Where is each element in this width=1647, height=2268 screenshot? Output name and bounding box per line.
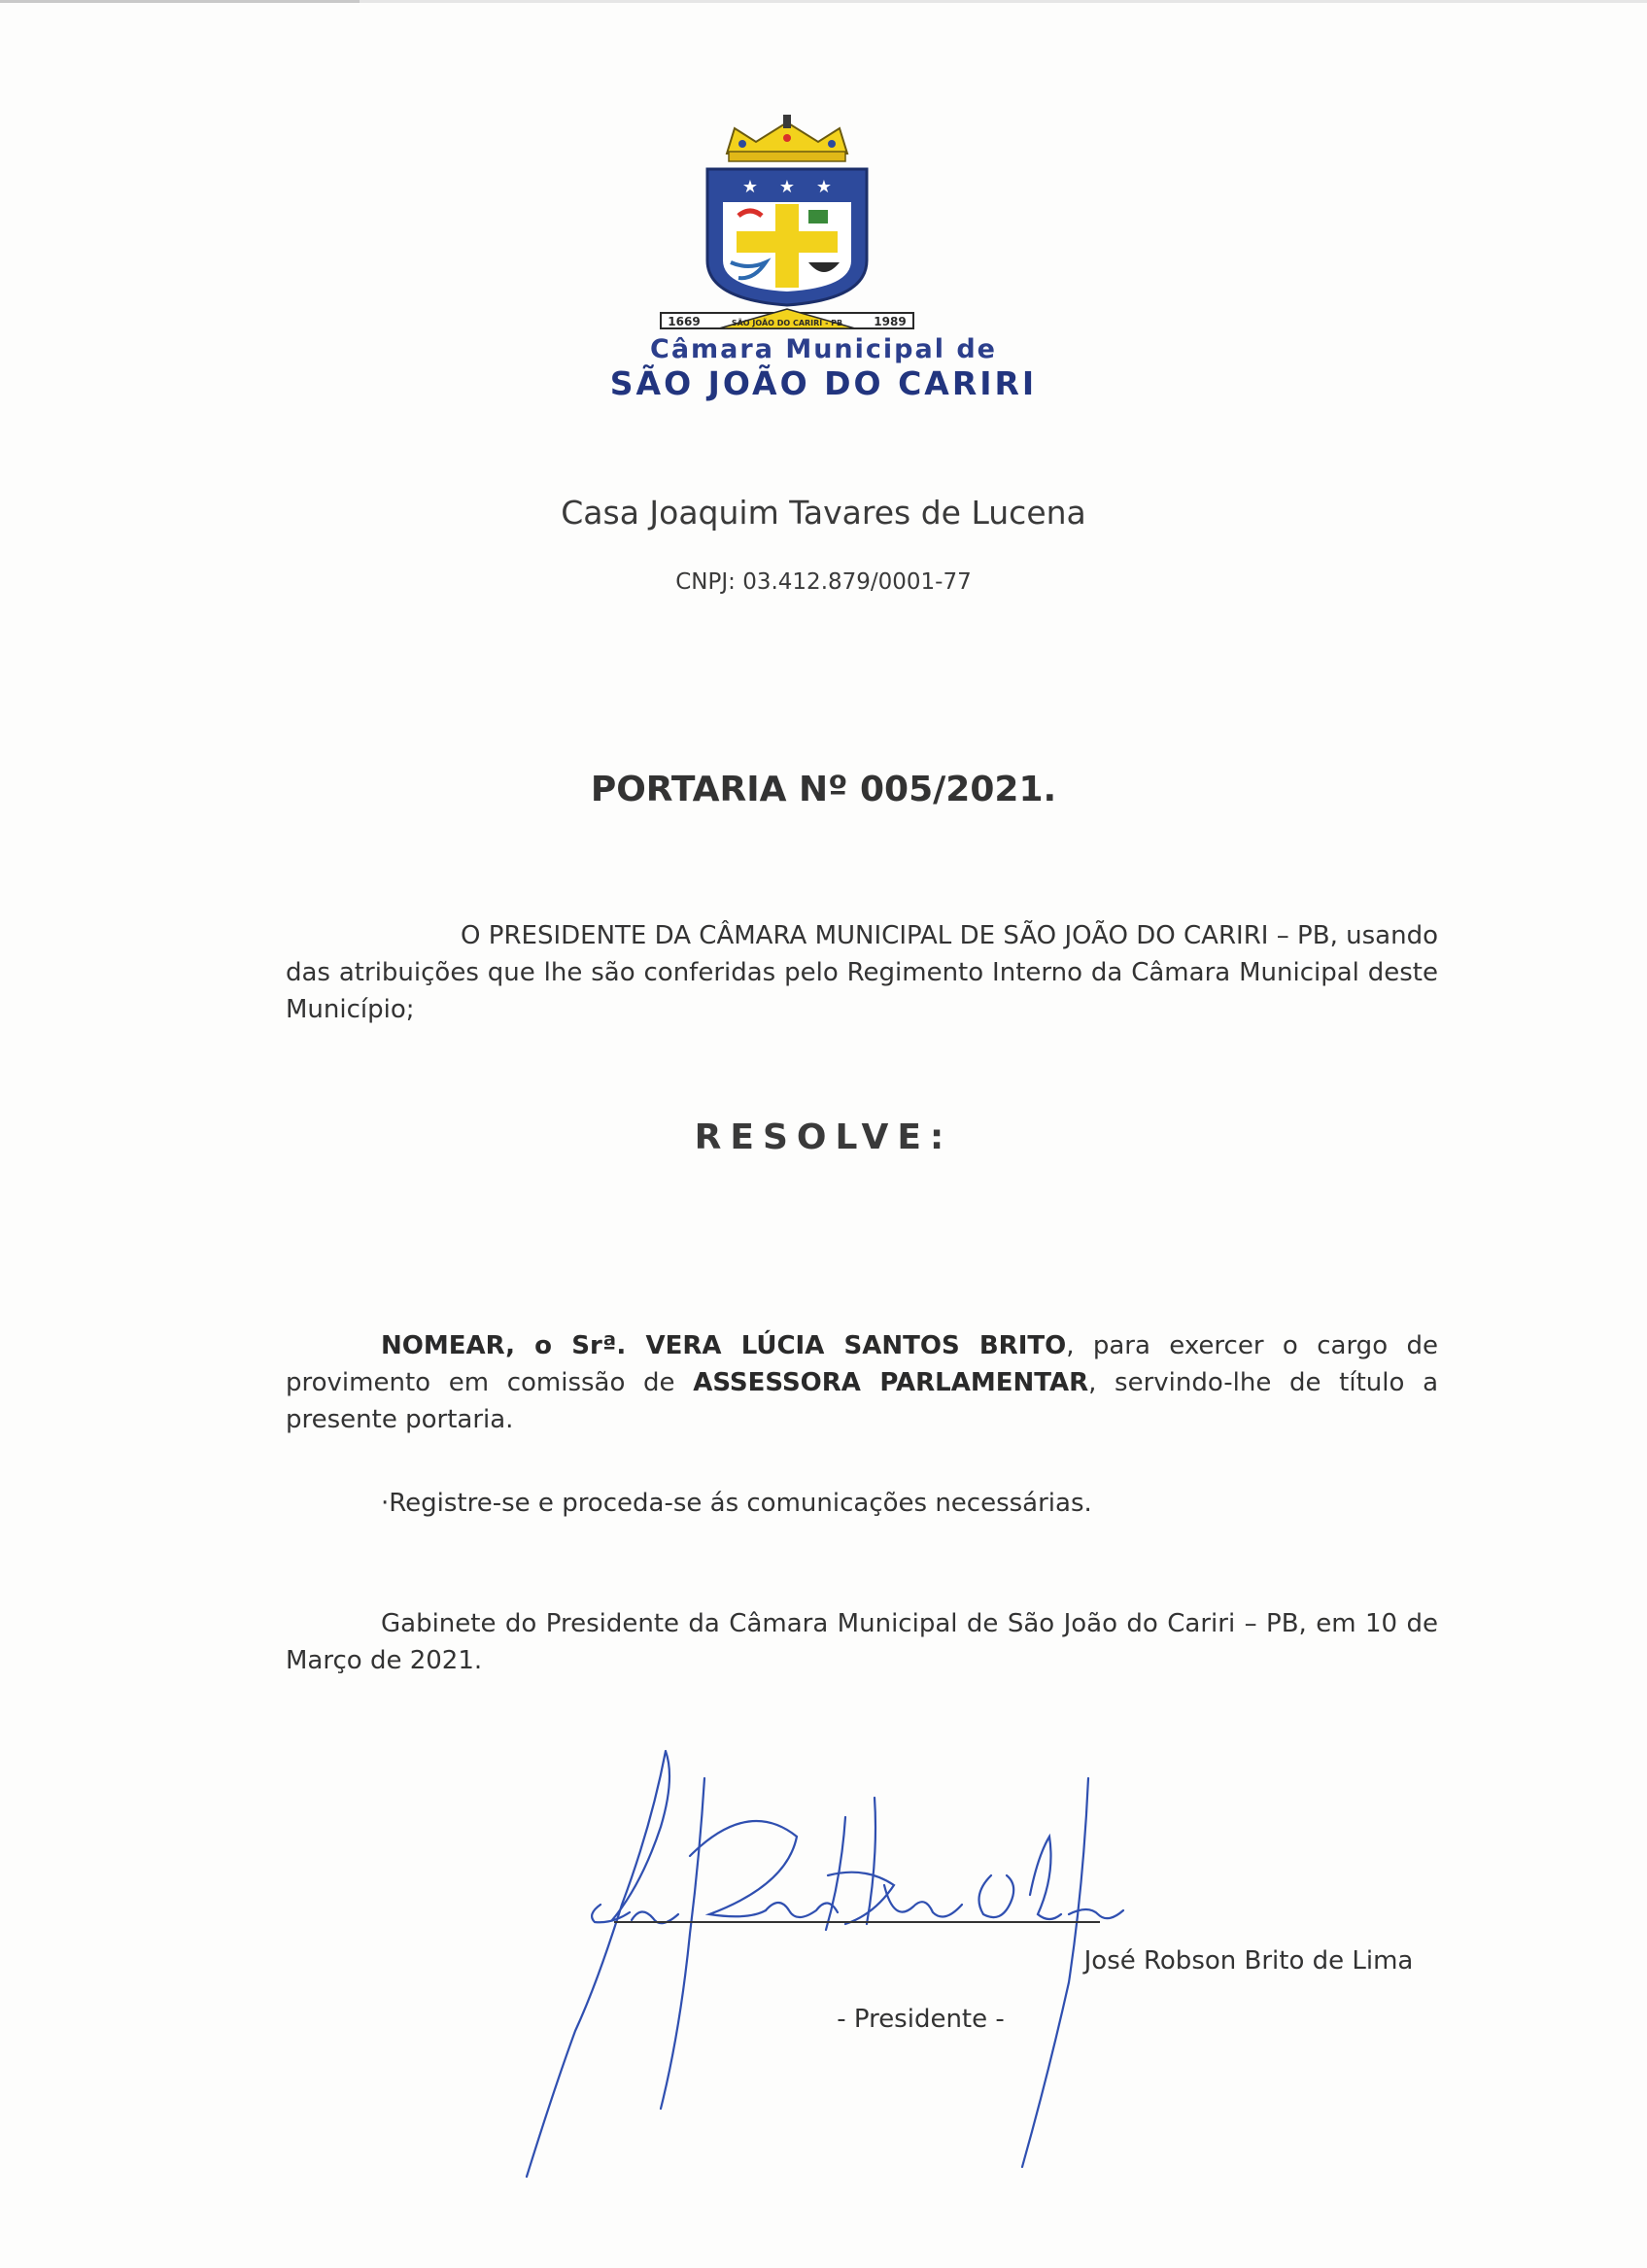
nomear-bold-2: ASSESSORA PARLAMENTAR bbox=[693, 1368, 1089, 1397]
resolve-heading: RESOLVE: bbox=[694, 1117, 953, 1157]
intro-paragraph: O PRESIDENTE DA CÂMARA MUNICIPAL DE SÃO JOÃO DO CARIRI – PB, usando das atribuições que lhe são conferidas pelo Regimento Interno da Câmara Municipal deste Município; bbox=[286, 921, 1438, 1024]
org-name-line2: SÃO JOÃO DO CARIRI bbox=[609, 364, 1038, 402]
nomear-text-2: , servindo-lhe de título a presente portaria. bbox=[286, 1368, 1439, 1434]
svg-text:★: ★ bbox=[815, 177, 833, 197]
svg-text:★: ★ bbox=[741, 177, 759, 197]
signer-role: - Presidente - bbox=[837, 2005, 1005, 2034]
house-name: Casa Joaquim Tavares de Lucena bbox=[561, 494, 1086, 532]
signature-line bbox=[614, 1921, 1100, 1923]
crown-icon bbox=[727, 115, 847, 161]
crest-banner-text: SÃO JOÃO DO CARIRI - PB bbox=[731, 319, 843, 327]
registre-paragraph: ·Registre-se e proceda-se ás comunicações necessárias. bbox=[381, 1489, 1092, 1518]
signer-name-text: José Robson Brito de Lima bbox=[1083, 1946, 1414, 1976]
crest-year-left: 1669 bbox=[668, 315, 701, 328]
nomear-text-1: , para exercer o cargo de provimento em comissão de bbox=[286, 1331, 1438, 1397]
scan-top-edge bbox=[0, 0, 1647, 3]
crest-banner bbox=[661, 309, 913, 328]
crest-year-right: 1989 bbox=[874, 315, 907, 328]
org-name-line1: Câmara Municipal de bbox=[650, 334, 997, 364]
nomear-bold-1: NOMEAR, o Srª. VERA LÚCIA SANTOS BRITO bbox=[381, 1331, 1067, 1360]
document-title: PORTARIA Nº 005/2021. bbox=[590, 770, 1057, 809]
nomear-paragraph bbox=[286, 1327, 1438, 1438]
signer-name bbox=[0, 1946, 1419, 1976]
shield-icon bbox=[707, 169, 867, 305]
svg-text:★: ★ bbox=[778, 177, 796, 197]
cnpj: CNPJ: 03.412.879/0001-77 bbox=[675, 569, 972, 595]
gabinete-paragraph: Gabinete do Presidente da Câmara Municipal de São João do Cariri – PB, em 10 de Março de 2021. bbox=[286, 1609, 1438, 1675]
crest-logo bbox=[641, 115, 933, 358]
